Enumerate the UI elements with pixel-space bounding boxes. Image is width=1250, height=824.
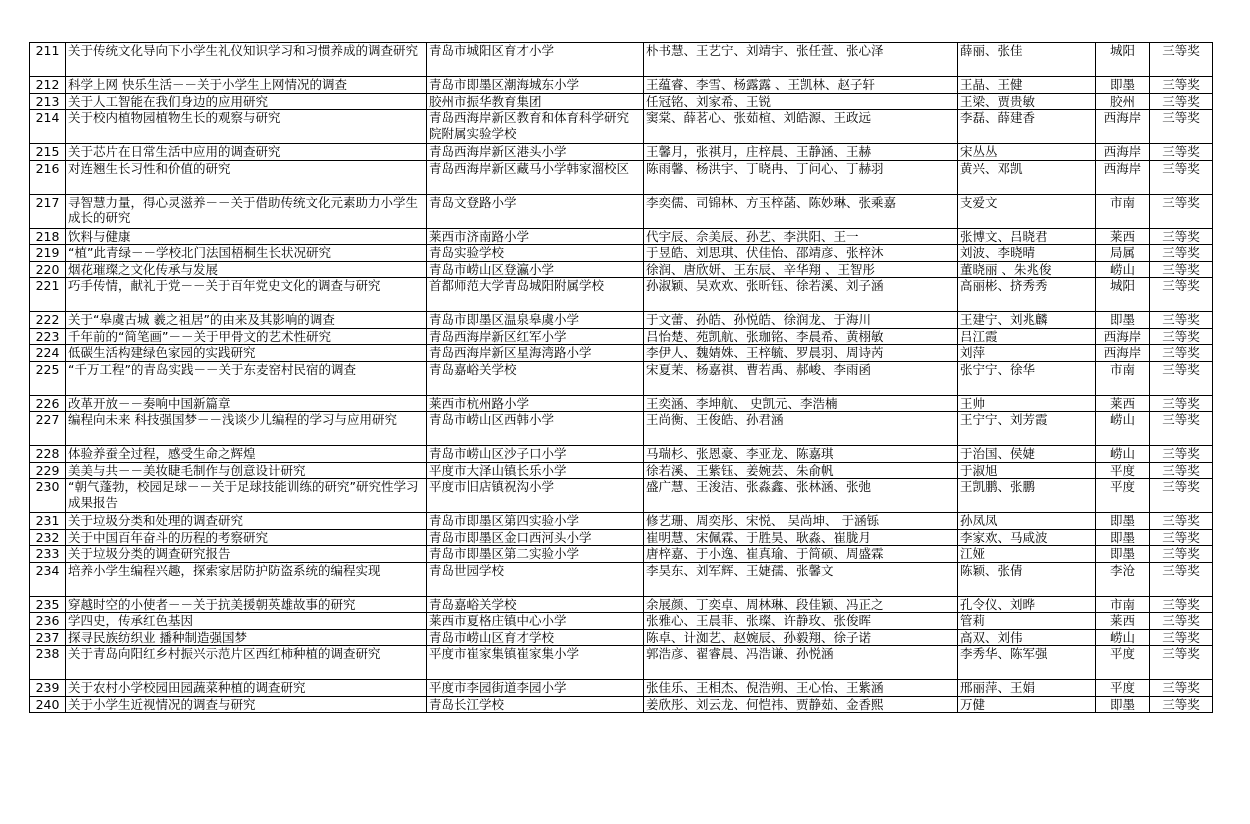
entry-number: 236 [30, 613, 66, 630]
teacher-names: 刘萍 [958, 345, 1096, 362]
region: 李沧 [1096, 562, 1150, 596]
project-title: 烟花璀璨之文化传承与发展 [66, 261, 427, 278]
school-name: 莱西市济南路小学 [427, 228, 644, 245]
school-name: 平度市大泽山镇长乐小学 [427, 462, 644, 479]
teacher-names: 王帅 [958, 395, 1096, 412]
region: 崂山 [1096, 261, 1150, 278]
entry-number: 220 [30, 261, 66, 278]
project-title: 对连翘生长习性和价值的研究 [66, 160, 427, 194]
school-name: 青岛嘉峪关学校 [427, 596, 644, 613]
table-row [30, 562, 1213, 596]
table-row [30, 513, 1213, 530]
school-name: 青岛市即墨区金口西河头小学 [427, 529, 644, 546]
school-name: 青岛市即墨区第四实验小学 [427, 513, 644, 530]
award-level: 三等奖 [1150, 110, 1213, 144]
region: 城阳 [1096, 43, 1150, 77]
student-names: 马瑞杉、张恩豪、李亚龙、陈嘉琪 [644, 446, 958, 463]
school-name: 青岛世园学校 [427, 562, 644, 596]
student-names: 王蕴睿、李雪、杨露露 、王凯林、赵子轩 [644, 77, 958, 94]
teacher-names: 吕江霞 [958, 328, 1096, 345]
project-title: 关于人工智能在我们身边的应用研究 [66, 93, 427, 110]
table-row [30, 278, 1213, 312]
region: 西海岸 [1096, 160, 1150, 194]
award-level: 三等奖 [1150, 446, 1213, 463]
region: 西海岸 [1096, 110, 1150, 144]
region: 市南 [1096, 361, 1150, 395]
entry-number: 223 [30, 328, 66, 345]
school-name: 首都师范大学青岛城阳附属学校 [427, 278, 644, 312]
teacher-names: 王凯鹏、张鹏 [958, 479, 1096, 513]
award-level: 三等奖 [1150, 328, 1213, 345]
region: 市南 [1096, 194, 1150, 228]
entry-number: 212 [30, 77, 66, 94]
table-row [30, 43, 1213, 77]
teacher-names: 张博文、吕晓君 [958, 228, 1096, 245]
teacher-names: 黄兴、邓凯 [958, 160, 1096, 194]
entry-number: 228 [30, 446, 66, 463]
entry-number: 221 [30, 278, 66, 312]
award-level: 三等奖 [1150, 395, 1213, 412]
student-names: 宋夏茉、杨嘉祺、曹若禹、郝峻、李雨函 [644, 361, 958, 395]
region: 即墨 [1096, 312, 1150, 329]
award-level: 三等奖 [1150, 361, 1213, 395]
table-row [30, 479, 1213, 513]
table-row [30, 345, 1213, 362]
project-title: 学四史，传承红色基因 [66, 613, 427, 630]
project-title: “植”此青绿－－学校北门法国梧桐生长状况研究 [66, 245, 427, 262]
award-level: 三等奖 [1150, 160, 1213, 194]
school-name: 青岛市城阳区育才小学 [427, 43, 644, 77]
teacher-names: 王晶、王健 [958, 77, 1096, 94]
entry-number: 235 [30, 596, 66, 613]
entry-number: 240 [30, 696, 66, 713]
school-name: 青岛西海岸新区藏马小学韩家溜校区 [427, 160, 644, 194]
award-level: 三等奖 [1150, 194, 1213, 228]
entry-number: 213 [30, 93, 66, 110]
award-level: 三等奖 [1150, 144, 1213, 161]
school-name: 青岛西海岸新区教育和体育科学研究院附属实验学校 [427, 110, 644, 144]
teacher-names: 万健 [958, 696, 1096, 713]
award-level: 三等奖 [1150, 513, 1213, 530]
region: 局属 [1096, 245, 1150, 262]
student-names: 于昱皓、刘思琪、伏佳怡、邵靖彦、张梓沐 [644, 245, 958, 262]
region: 西海岸 [1096, 345, 1150, 362]
entry-number: 232 [30, 529, 66, 546]
award-level: 三等奖 [1150, 462, 1213, 479]
teacher-names: 支爱文 [958, 194, 1096, 228]
student-names: 王奕涵、李坤航、 史凯元、李浩楠 [644, 395, 958, 412]
school-name: 莱西市杭州路小学 [427, 395, 644, 412]
school-name: 青岛西海岸新区红军小学 [427, 328, 644, 345]
entry-number: 215 [30, 144, 66, 161]
teacher-names: 孙凤凤 [958, 513, 1096, 530]
entry-number: 224 [30, 345, 66, 362]
student-names: 任冠铭、刘家希、王锐 [644, 93, 958, 110]
award-level: 三等奖 [1150, 646, 1213, 680]
teacher-names: 李秀华、陈军强 [958, 646, 1096, 680]
region: 胶州 [1096, 93, 1150, 110]
table-row [30, 529, 1213, 546]
table-row [30, 93, 1213, 110]
region: 莱西 [1096, 228, 1150, 245]
award-level: 三等奖 [1150, 43, 1213, 77]
student-names: 朴书慧、王艺宁、刘靖宇、张任萱、张心泽 [644, 43, 958, 77]
award-level: 三等奖 [1150, 278, 1213, 312]
school-name: 青岛市即墨区潮海城东小学 [427, 77, 644, 94]
award-level: 三等奖 [1150, 93, 1213, 110]
teacher-names: 邢丽萍、王娟 [958, 680, 1096, 697]
region: 平度 [1096, 680, 1150, 697]
table-row [30, 194, 1213, 228]
region: 平度 [1096, 646, 1150, 680]
student-names: 郭浩彦、翟睿晨、冯浩谦、孙悦涵 [644, 646, 958, 680]
student-names: 余展颜、丁奕卓、周林琳、段佳颖、冯正之 [644, 596, 958, 613]
student-names: 王尚衡、王俊皓、孙君涵 [644, 412, 958, 446]
award-level: 三等奖 [1150, 312, 1213, 329]
school-name: 青岛西海岸新区星海湾路小学 [427, 345, 644, 362]
project-title: 关于农村小学校园田园蔬菜种植的调查研究 [66, 680, 427, 697]
table-row [30, 144, 1213, 161]
school-name: 青岛市崂山区育才学校 [427, 629, 644, 646]
entry-number: 216 [30, 160, 66, 194]
student-names: 吕怡楚、苑凯航、张珈铭、李晨希、黄栩敏 [644, 328, 958, 345]
project-title: 千年前的“简笔画”－－关于甲骨文的艺术性研究 [66, 328, 427, 345]
teacher-names: 宋丛丛 [958, 144, 1096, 161]
table-row [30, 160, 1213, 194]
student-names: 张雅心、王晨菲、张璨、许静玫、张俊晖 [644, 613, 958, 630]
student-names: 王馨月，张祺月，庄梓晨、王静涵、王赫 [644, 144, 958, 161]
school-name: 青岛西海岸新区港头小学 [427, 144, 644, 161]
project-title: 关于垃圾分类的调查研究报告 [66, 546, 427, 563]
region: 即墨 [1096, 529, 1150, 546]
entry-number: 218 [30, 228, 66, 245]
region: 即墨 [1096, 513, 1150, 530]
teacher-names: 高双、刘伟 [958, 629, 1096, 646]
student-names: 李伊人、魏婧姝、王梓毓、罗晨羽、周诗芮 [644, 345, 958, 362]
school-name: 青岛嘉峪关学校 [427, 361, 644, 395]
award-level: 三等奖 [1150, 412, 1213, 446]
entry-number: 219 [30, 245, 66, 262]
award-level: 三等奖 [1150, 529, 1213, 546]
teacher-names: 江娅 [958, 546, 1096, 563]
entry-number: 230 [30, 479, 66, 513]
project-title: “朝气蓬勃，校园足球－－关于足球技能训练的研究”研究性学习成果报告 [66, 479, 427, 513]
table-row [30, 462, 1213, 479]
school-name: 青岛市即墨区温泉皋虞小学 [427, 312, 644, 329]
entry-number: 233 [30, 546, 66, 563]
project-title: 培养小学生编程兴趣，探索家居防护防盗系统的编程实现 [66, 562, 427, 596]
table-row [30, 110, 1213, 144]
teacher-names: 于治国、侯婕 [958, 446, 1096, 463]
student-names: 陈卓、计洳艺、赵婉辰、孙毅翔、徐子诺 [644, 629, 958, 646]
student-names: 陈雨馨、杨洪宇、丁晓冉、丁问心、丁赫羽 [644, 160, 958, 194]
table-row [30, 446, 1213, 463]
student-names: 修艺珊、周奕彤、宋悦、 吴尚坤、 于涵铄 [644, 513, 958, 530]
entry-number: 214 [30, 110, 66, 144]
project-title: 穿越时空的小使者－－关于抗美援朝英雄故事的研究 [66, 596, 427, 613]
region: 莱西 [1096, 613, 1150, 630]
student-names: 徐润、唐欣妍、王东辰、辛华翔 、王智彤 [644, 261, 958, 278]
table-row [30, 261, 1213, 278]
school-name: 平度市李园街道李园小学 [427, 680, 644, 697]
student-names: 代宇辰、佘美辰、孙艺、李洪阳、王一 [644, 228, 958, 245]
entry-number: 234 [30, 562, 66, 596]
student-names: 于文蕾、孙皓、孙悦皓、徐润龙、于海川 [644, 312, 958, 329]
entry-number: 229 [30, 462, 66, 479]
table-row [30, 312, 1213, 329]
table-row [30, 696, 1213, 713]
table-row [30, 395, 1213, 412]
teacher-names: 李家欢、马咸波 [958, 529, 1096, 546]
award-table [29, 42, 1213, 713]
region: 平度 [1096, 479, 1150, 513]
student-names: 徐若溪、王紫钰、姜婉芸、朱俞帆 [644, 462, 958, 479]
school-name: 平度市崔家集镇崔家集小学 [427, 646, 644, 680]
school-name: 莱西市夏格庄镇中心小学 [427, 613, 644, 630]
table-row [30, 361, 1213, 395]
region: 西海岸 [1096, 328, 1150, 345]
region: 即墨 [1096, 696, 1150, 713]
student-names: 盛广慧、王浚洁、张淼鑫、张林涵、张弛 [644, 479, 958, 513]
entry-number: 237 [30, 629, 66, 646]
teacher-names: 王梁、贾贵敏 [958, 93, 1096, 110]
region: 市南 [1096, 596, 1150, 613]
teacher-names: 李磊、薛建香 [958, 110, 1096, 144]
table-row [30, 546, 1213, 563]
award-level: 三等奖 [1150, 613, 1213, 630]
table-row [30, 680, 1213, 697]
teacher-names: 薛丽、张佳 [958, 43, 1096, 77]
award-level: 三等奖 [1150, 546, 1213, 563]
school-name: 胶州市振华教育集团 [427, 93, 644, 110]
table-row [30, 328, 1213, 345]
school-name: 青岛市即墨区第二实验小学 [427, 546, 644, 563]
project-title: 关于传统文化导向下小学生礼仪知识学习和习惯养成的调查研究 [66, 43, 427, 77]
project-title: “千万工程”的青岛实践－－关于东麦窑村民宿的调查 [66, 361, 427, 395]
teacher-names: 陈颖、张倩 [958, 562, 1096, 596]
school-name: 青岛市崂山区登瀛小学 [427, 261, 644, 278]
student-names: 姜欣彤、刘云龙、何恺祎、贾静茹、金香熙 [644, 696, 958, 713]
teacher-names: 孔令仪、刘晔 [958, 596, 1096, 613]
project-title: 改革开放－－奏响中国新篇章 [66, 395, 427, 412]
award-level: 三等奖 [1150, 345, 1213, 362]
entry-number: 227 [30, 412, 66, 446]
region: 城阳 [1096, 278, 1150, 312]
project-title: 寻智慧力量，得心灵滋养－－关于借助传统文化元素助力小学生成长的研究 [66, 194, 427, 228]
teacher-names: 刘波、李晓晴 [958, 245, 1096, 262]
student-names: 唐梓嘉、于小逸、崔真瑜、于简硕、周盛霖 [644, 546, 958, 563]
award-level: 三等奖 [1150, 629, 1213, 646]
table-row [30, 646, 1213, 680]
project-title: 关于“皋虞古城 羲之祖居”的由来及其影响的调查 [66, 312, 427, 329]
school-name: 青岛市崂山区沙子口小学 [427, 446, 644, 463]
table-row [30, 77, 1213, 94]
project-title: 探寻民族纺织业 播种制造强国梦 [66, 629, 427, 646]
teacher-names: 于淑旭 [958, 462, 1096, 479]
table-row [30, 596, 1213, 613]
teacher-names: 王宁宁、刘芳霞 [958, 412, 1096, 446]
project-title: 关于校内植物园植物生长的观察与研究 [66, 110, 427, 144]
award-level: 三等奖 [1150, 596, 1213, 613]
school-name: 青岛市崂山区西韩小学 [427, 412, 644, 446]
award-level: 三等奖 [1150, 680, 1213, 697]
entry-number: 225 [30, 361, 66, 395]
award-level: 三等奖 [1150, 228, 1213, 245]
table-row [30, 613, 1213, 630]
school-name: 青岛长江学校 [427, 696, 644, 713]
entry-number: 217 [30, 194, 66, 228]
student-names: 崔明慧、宋佩霖、于胜昊、耿淼、崔胧月 [644, 529, 958, 546]
award-level: 三等奖 [1150, 696, 1213, 713]
region: 崂山 [1096, 446, 1150, 463]
region: 莱西 [1096, 395, 1150, 412]
teacher-names: 王建宁、刘兆麟 [958, 312, 1096, 329]
student-names: 张佳乐、王相杰、倪浩朔、王心怡、王紫涵 [644, 680, 958, 697]
project-title: 关于青岛向阳红乡村振兴示范片区西红柿种植的调查研究 [66, 646, 427, 680]
region: 崂山 [1096, 412, 1150, 446]
student-names: 李昊东、刘军辉、王婕孺、张馨文 [644, 562, 958, 596]
award-level: 三等奖 [1150, 261, 1213, 278]
region: 崂山 [1096, 629, 1150, 646]
project-title: 巧手传情，献礼于党－－关于百年党史文化的调查与研究 [66, 278, 427, 312]
table-row [30, 245, 1213, 262]
school-name: 青岛实验学校 [427, 245, 644, 262]
teacher-names: 管莉 [958, 613, 1096, 630]
teacher-names: 高丽彬、挤秀秀 [958, 278, 1096, 312]
project-title: 美美与共－－美妆睫毛制作与创意设计研究 [66, 462, 427, 479]
project-title: 饮料与健康 [66, 228, 427, 245]
entry-number: 231 [30, 513, 66, 530]
award-level: 三等奖 [1150, 562, 1213, 596]
region: 即墨 [1096, 546, 1150, 563]
student-names: 孙淑颖、吴欢欢、张昕钰、徐若溪、刘子涵 [644, 278, 958, 312]
project-title: 低碳生活构建绿色家园的实践研究 [66, 345, 427, 362]
school-name: 青岛文登路小学 [427, 194, 644, 228]
region: 即墨 [1096, 77, 1150, 94]
project-title: 关于芯片在日常生活中应用的调查研究 [66, 144, 427, 161]
project-title: 科学上网 快乐生活－－关于小学生上网情况的调查 [66, 77, 427, 94]
teacher-names: 董晓丽 、朱兆俊 [958, 261, 1096, 278]
entry-number: 226 [30, 395, 66, 412]
table-row [30, 228, 1213, 245]
entry-number: 238 [30, 646, 66, 680]
project-title: 编程向未来 科技强国梦－－浅谈少儿编程的学习与应用研究 [66, 412, 427, 446]
region: 平度 [1096, 462, 1150, 479]
project-title: 关于小学生近视情况的调查与研究 [66, 696, 427, 713]
school-name: 平度市旧店镇祝沟小学 [427, 479, 644, 513]
region: 西海岸 [1096, 144, 1150, 161]
table-row [30, 412, 1213, 446]
entry-number: 211 [30, 43, 66, 77]
award-level: 三等奖 [1150, 77, 1213, 94]
project-title: 关于垃圾分类和处理的调查研究 [66, 513, 427, 530]
project-title: 关于中国百年奋斗的历程的考察研究 [66, 529, 427, 546]
award-level: 三等奖 [1150, 245, 1213, 262]
table-row [30, 629, 1213, 646]
student-names: 窦棠、薛茗心、张茹楦、刘皓源、王政远 [644, 110, 958, 144]
award-level: 三等奖 [1150, 479, 1213, 513]
teacher-names: 张宁宁、徐华 [958, 361, 1096, 395]
student-names: 李奕儒、司锦林、方玉梓菡、陈妙琳、张乘嘉 [644, 194, 958, 228]
project-title: 体验养蚕全过程，感受生命之辉煌 [66, 446, 427, 463]
entry-number: 222 [30, 312, 66, 329]
entry-number: 239 [30, 680, 66, 697]
